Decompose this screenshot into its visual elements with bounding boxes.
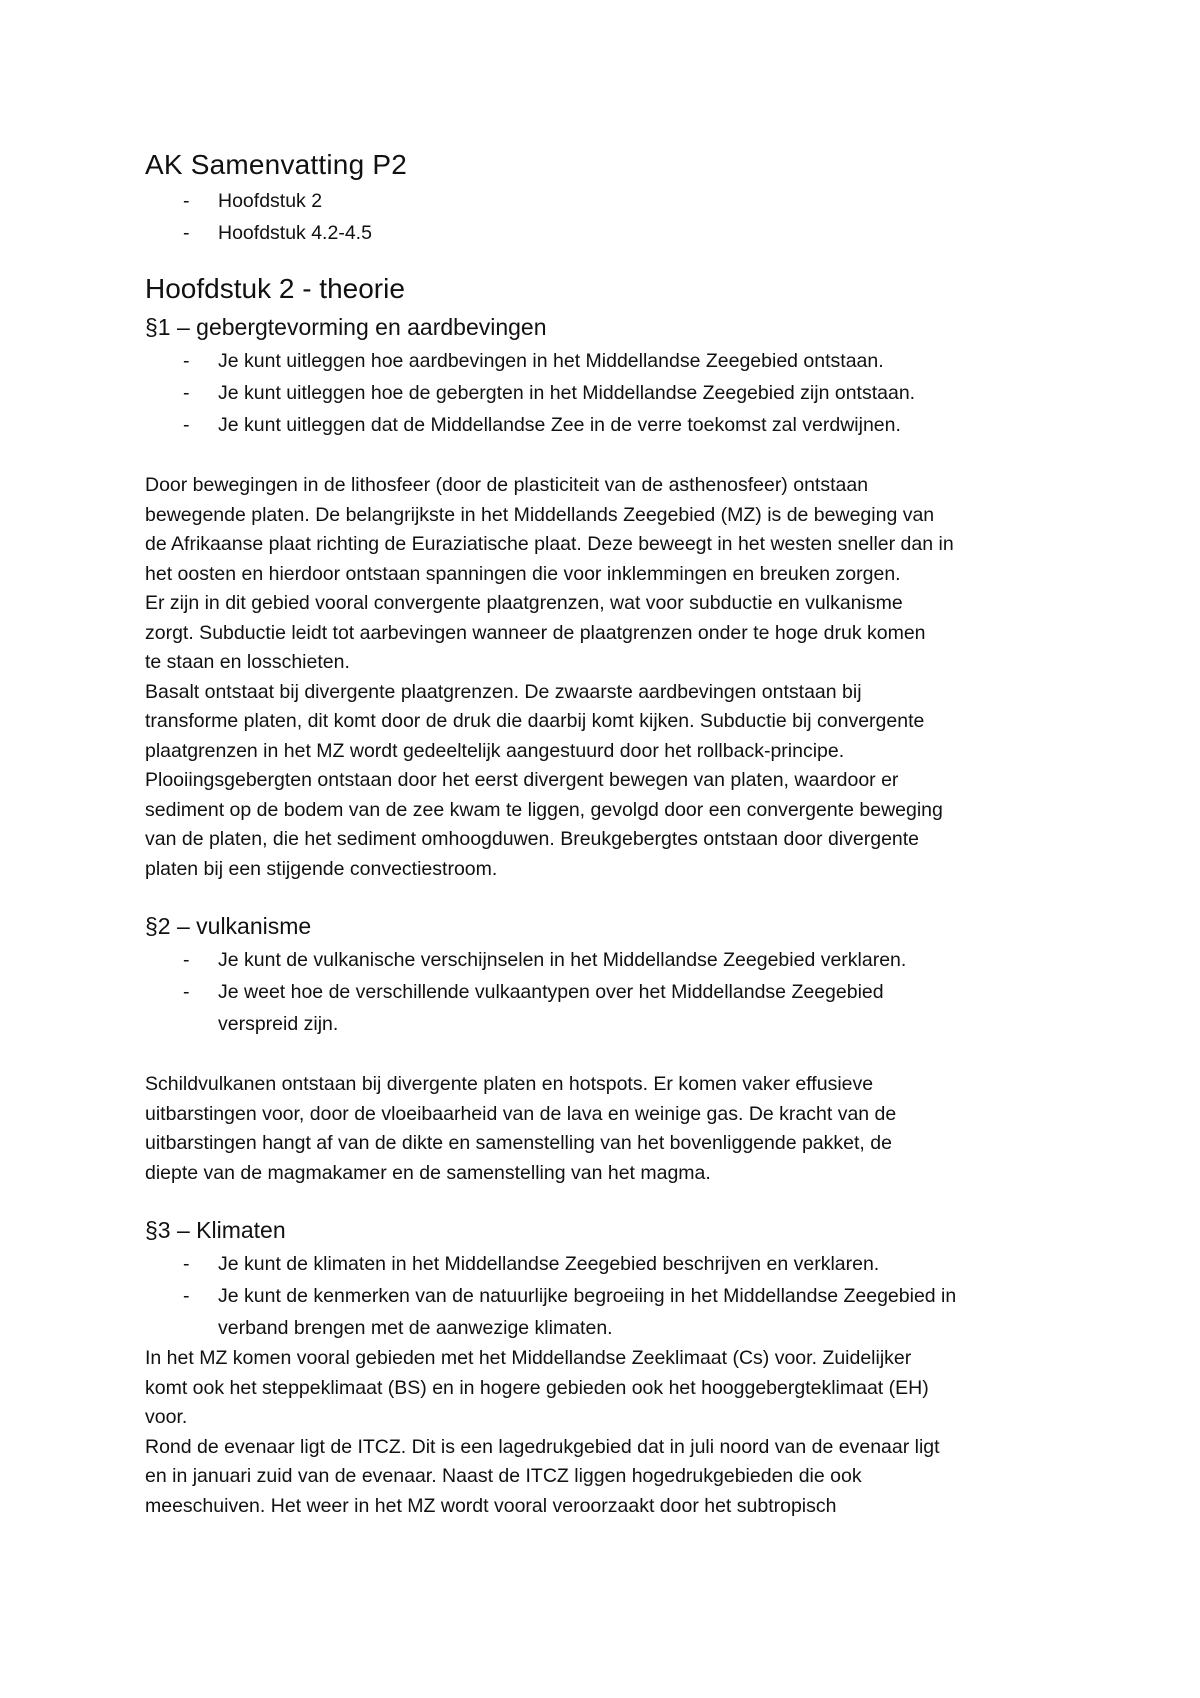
overview-list <box>145 185 1075 249</box>
section-2-title: §2 – vulkanisme <box>145 913 312 939</box>
goal-item: - Je weet hoe de verschillende vulkaantypen over het Middellandse Zeegebied verspreid zijn. <box>145 976 1075 1040</box>
section-2-body: Schildvulkanen ontstaan bij divergente platen en hotspots. Er komen vaker effusieve uitbarstingen voor, door de vloeibaarheid van de lava en weinige gas. De kracht van de uitbarstingen hangt af van de dikte en samenstelling van het bovenliggende pakket, de diepte van de magmakamer en de samenstelling van het magma. <box>145 1073 897 1184</box>
document-title: AK Samenvatting P2 <box>145 149 407 180</box>
goal-item: - Je kunt uitleggen hoe de gebergten in het Middellandse Zeegebied zijn ontstaan. <box>145 377 1075 409</box>
overview-item: - Hoofdstuk 2 <box>145 185 1075 217</box>
section-3-goals <box>145 1248 1075 1344</box>
goal-item: - Je kunt de vulkanische verschijnselen in het Middellandse Zeegebied verklaren. <box>145 944 1075 976</box>
goal-item: - Je kunt uitleggen hoe aardbevingen in het Middellandse Zeegebied ontstaan. <box>145 345 1075 377</box>
goal-item: - Je kunt de kenmerken van de natuurlijke begroeiing in het Middellandse Zeegebied in verband brengen met de aanwezige klimaten. <box>145 1280 1075 1344</box>
goal-item: - Je kunt de klimaten in het Middellandse Zeegebied beschrijven en verklaren. <box>145 1248 1075 1280</box>
section-1-body: Door bewegingen in de lithosfeer (door de plasticiteit van de asthenosfeer) ontstaan bewegende platen. De belangrijkste in het Middellands Zeegebied (MZ) is de beweging van de Afrikaanse plaat richting de Euraziatische plaat. Deze beweegt in het westen sneller dan in het oosten en hierdoor ontstaan spanningen die voor inklemmingen en breuken zorgen. Er zijn in dit gebied vooral convergente plaatgrenzen, wat voor subductie en vulkanisme zorgt. Subductie leidt tot aarbevingen wanneer de plaatgrenzen onder te hoge druk komen te staan en losschieten. Basalt ontstaat bij divergente plaatgrenzen. De zwaarste aardbevingen ontstaan bij transforme platen, dit komt door de druk die daarbij komt kijken. Subductie bij convergente plaatgrenzen in het MZ wordt gedeeltelijk aangestuurd door het rollback-principe. Plooiingsgebergten ontstaan door het eerst divergent bewegen van platen, waardoor er sediment op de bodem van de zee kwam te liggen, gevolgd door een convergente beweging van de platen, die het sediment omhoogduwen. Breukgebergtes ontstaan door divergente platen bij een stijgende convectiestroom. <box>145 474 954 880</box>
section-2-goals <box>145 944 1075 1040</box>
section-3-body: In het MZ komen vooral gebieden met het Middellandse Zeeklimaat (Cs) voor. Zuidelijker komt ook het steppeklimaat (BS) en in hogere gebieden ook het hooggebergteklimaat (EH) voor. Rond de evenaar ligt de ITCZ. Dit is een lagedrukgebied dat in juli noord van de evenaar ligt en in januari zuid van de evenaar. Naast de ITCZ liggen hogedrukgebieden die ook meeschuiven. Het weer in het MZ wordt vooral veroorzaakt door het subtropisch <box>145 1347 940 1517</box>
overview-item: - Hoofdstuk 4.2-4.5 <box>145 217 1075 249</box>
chapter-title: Hoofdstuk 2 - theorie <box>145 273 405 304</box>
section-1-title: §1 – gebergtevorming en aardbevingen <box>145 314 547 340</box>
section-1-goals <box>145 345 1075 441</box>
document-page <box>145 145 1075 1521</box>
goal-item: - Je kunt uitleggen dat de Middellandse Zee in de verre toekomst zal verdwijnen. <box>145 409 1075 441</box>
section-3-title: §3 – Klimaten <box>145 1217 286 1243</box>
